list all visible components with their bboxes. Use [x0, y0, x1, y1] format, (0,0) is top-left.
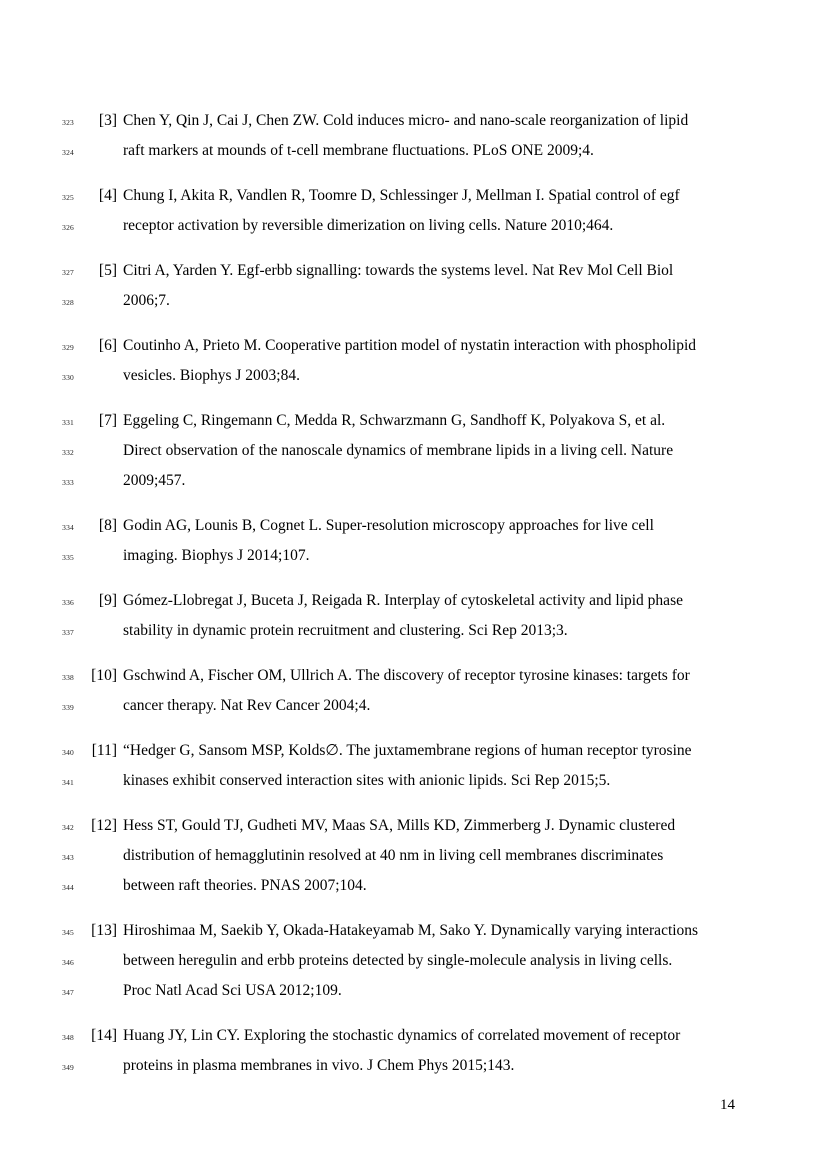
reference-line — [0, 841, 826, 871]
reference-label: [12] — [91, 817, 117, 834]
reference-text: between raft theories. PNAS 2007;104. — [123, 877, 367, 894]
reference-label: [5] — [98, 262, 117, 279]
margin-line-number: 343 — [62, 853, 74, 862]
reference-line — [0, 211, 826, 241]
margin-line-number: 330 — [62, 373, 74, 382]
reference-entry — [0, 586, 826, 646]
reference-line — [0, 916, 826, 946]
reference-text: between heregulin and erbb proteins detected by single-molecule analysis in living cells. — [123, 952, 673, 969]
reference-line — [0, 946, 826, 976]
reference-label: [14] — [91, 1027, 117, 1044]
reference-entry — [0, 736, 826, 796]
reference-entry — [0, 661, 826, 721]
reference-text: imaging. Biophys J 2014;107. — [123, 547, 310, 564]
reference-text: Hess ST, Gould TJ, Gudheti MV, Maas SA, Mills KD, Zimmerberg J. Dynamic clustered — [123, 817, 676, 834]
reference-line — [0, 181, 826, 211]
margin-line-number: 328 — [62, 298, 74, 307]
reference-line — [0, 616, 826, 646]
reference-label: [8] — [98, 517, 117, 534]
margin-line-number: 332 — [62, 448, 74, 457]
margin-line-number: 340 — [62, 748, 74, 757]
reference-line — [0, 106, 826, 136]
margin-line-number: 338 — [62, 673, 74, 682]
reference-line — [0, 541, 826, 571]
margin-line-number: 339 — [62, 703, 74, 712]
reference-text: cancer therapy. Nat Rev Cancer 2004;4. — [123, 697, 371, 714]
margin-line-number: 336 — [62, 598, 74, 607]
reference-text: Chen Y, Qin J, Cai J, Chen ZW. Cold induces micro- and nano-scale reorganization of lipid — [123, 112, 689, 129]
reference-line — [0, 976, 826, 1006]
margin-line-number: 333 — [62, 478, 74, 487]
reference-text: stability in dynamic protein recruitment and clustering. Sci Rep 2013;3. — [123, 622, 568, 639]
reference-line — [0, 736, 826, 766]
margin-line-number: 325 — [62, 193, 74, 202]
reference-text: Gómez-Llobregat J, Buceta J, Reigada R. Interplay of cytoskeletal activity and lipid phase — [123, 592, 683, 609]
margin-line-number: 348 — [62, 1033, 74, 1042]
page-number: 14 — [720, 1097, 735, 1113]
reference-text: Gschwind A, Fischer OM, Ullrich A. The discovery of receptor tyrosine kinases: targets for — [123, 667, 690, 684]
reference-text: 2006;7. — [123, 292, 170, 309]
reference-entry — [0, 331, 826, 391]
reference-line — [0, 331, 826, 361]
reference-entry — [0, 406, 826, 496]
reference-label: [9] — [98, 592, 117, 609]
margin-line-number: 342 — [62, 823, 74, 832]
reference-entry — [0, 916, 826, 1006]
reference-text: 2009;457. — [123, 472, 186, 489]
reference-entry — [0, 1021, 826, 1081]
reference-label: [11] — [91, 742, 117, 759]
reference-label: [10] — [91, 667, 117, 684]
reference-line — [0, 286, 826, 316]
margin-line-number: 324 — [62, 148, 74, 157]
reference-line — [0, 406, 826, 436]
reference-line — [0, 1021, 826, 1051]
reference-text: Direct observation of the nanoscale dynamics of membrane lipids in a living cell. Nature — [123, 442, 674, 459]
margin-line-number: 334 — [62, 523, 74, 532]
margin-line-number: 337 — [62, 628, 74, 637]
reference-line — [0, 811, 826, 841]
margin-line-number: 346 — [62, 958, 74, 967]
reference-line — [0, 136, 826, 166]
reference-line — [0, 661, 826, 691]
reference-line — [0, 436, 826, 466]
reference-label: [3] — [98, 112, 117, 129]
reference-label: [4] — [98, 187, 117, 204]
reference-line — [0, 1051, 826, 1081]
reference-text: distribution of hemagglutinin resolved at 40 nm in living cell membranes discriminates — [123, 847, 664, 864]
margin-line-number: 345 — [62, 928, 74, 937]
reference-entry — [0, 811, 826, 901]
reference-text: “Hedger G, Sansom MSP, Kolds∅. The juxtamembrane regions of human receptor tyrosine — [123, 742, 692, 759]
reference-entry — [0, 511, 826, 571]
reference-line — [0, 691, 826, 721]
reference-entry — [0, 181, 826, 241]
reference-text: proteins in plasma membranes in vivo. J Chem Phys 2015;143. — [123, 1057, 515, 1074]
reference-text: vesicles. Biophys J 2003;84. — [123, 367, 300, 384]
reference-line — [0, 871, 826, 901]
margin-line-number: 347 — [62, 988, 74, 997]
reference-text: raft markers at mounds of t-cell membrane fluctuations. PLoS ONE 2009;4. — [123, 142, 594, 159]
reference-line — [0, 361, 826, 391]
reference-text: Coutinho A, Prieto M. Cooperative partition model of nystatin interaction with phospholipid — [123, 337, 697, 354]
reference-label: [13] — [91, 922, 117, 939]
margin-line-number: 349 — [62, 1063, 74, 1072]
reference-text: Hiroshimaa M, Saekib Y, Okada-Hatakeyamab M, Sako Y. Dynamically varying interactions — [123, 922, 699, 939]
margin-line-number: 326 — [62, 223, 74, 232]
reference-label: [7] — [98, 412, 117, 429]
reference-text: Eggeling C, Ringemann C, Medda R, Schwarzmann G, Sandhoff K, Polyakova S, et al. — [123, 412, 666, 429]
margin-line-number: 323 — [62, 118, 74, 127]
margin-line-number: 327 — [62, 268, 74, 277]
reference-label: [6] — [98, 337, 117, 354]
reference-text: Huang JY, Lin CY. Exploring the stochastic dynamics of correlated movement of receptor — [123, 1027, 681, 1044]
reference-line — [0, 256, 826, 286]
reference-entry — [0, 106, 826, 166]
reference-text: Godin AG, Lounis B, Cognet L. Super-resolution microscopy approaches for live cell — [123, 517, 654, 534]
reference-line — [0, 511, 826, 541]
reference-line — [0, 586, 826, 616]
margin-line-number: 329 — [62, 343, 74, 352]
reference-line — [0, 766, 826, 796]
margin-line-number: 344 — [62, 883, 74, 892]
reference-text: kinases exhibit conserved interaction sites with anionic lipids. Sci Rep 2015;5. — [123, 772, 611, 789]
margin-line-number: 341 — [62, 778, 74, 787]
margin-line-number: 331 — [62, 418, 74, 427]
reference-text: Chung I, Akita R, Vandlen R, Toomre D, Schlessinger J, Mellman I. Spatial control of egf — [123, 187, 680, 204]
reference-entry — [0, 256, 826, 316]
margin-line-number: 335 — [62, 553, 74, 562]
reference-text: Proc Natl Acad Sci USA 2012;109. — [123, 982, 342, 999]
reference-text: receptor activation by reversible dimerization on living cells. Nature 2010;464. — [123, 217, 614, 234]
reference-line — [0, 466, 826, 496]
reference-text: Citri A, Yarden Y. Egf-erbb signalling: towards the systems level. Nat Rev Mol Cell Biol — [123, 262, 674, 279]
reference-list — [0, 106, 826, 1096]
